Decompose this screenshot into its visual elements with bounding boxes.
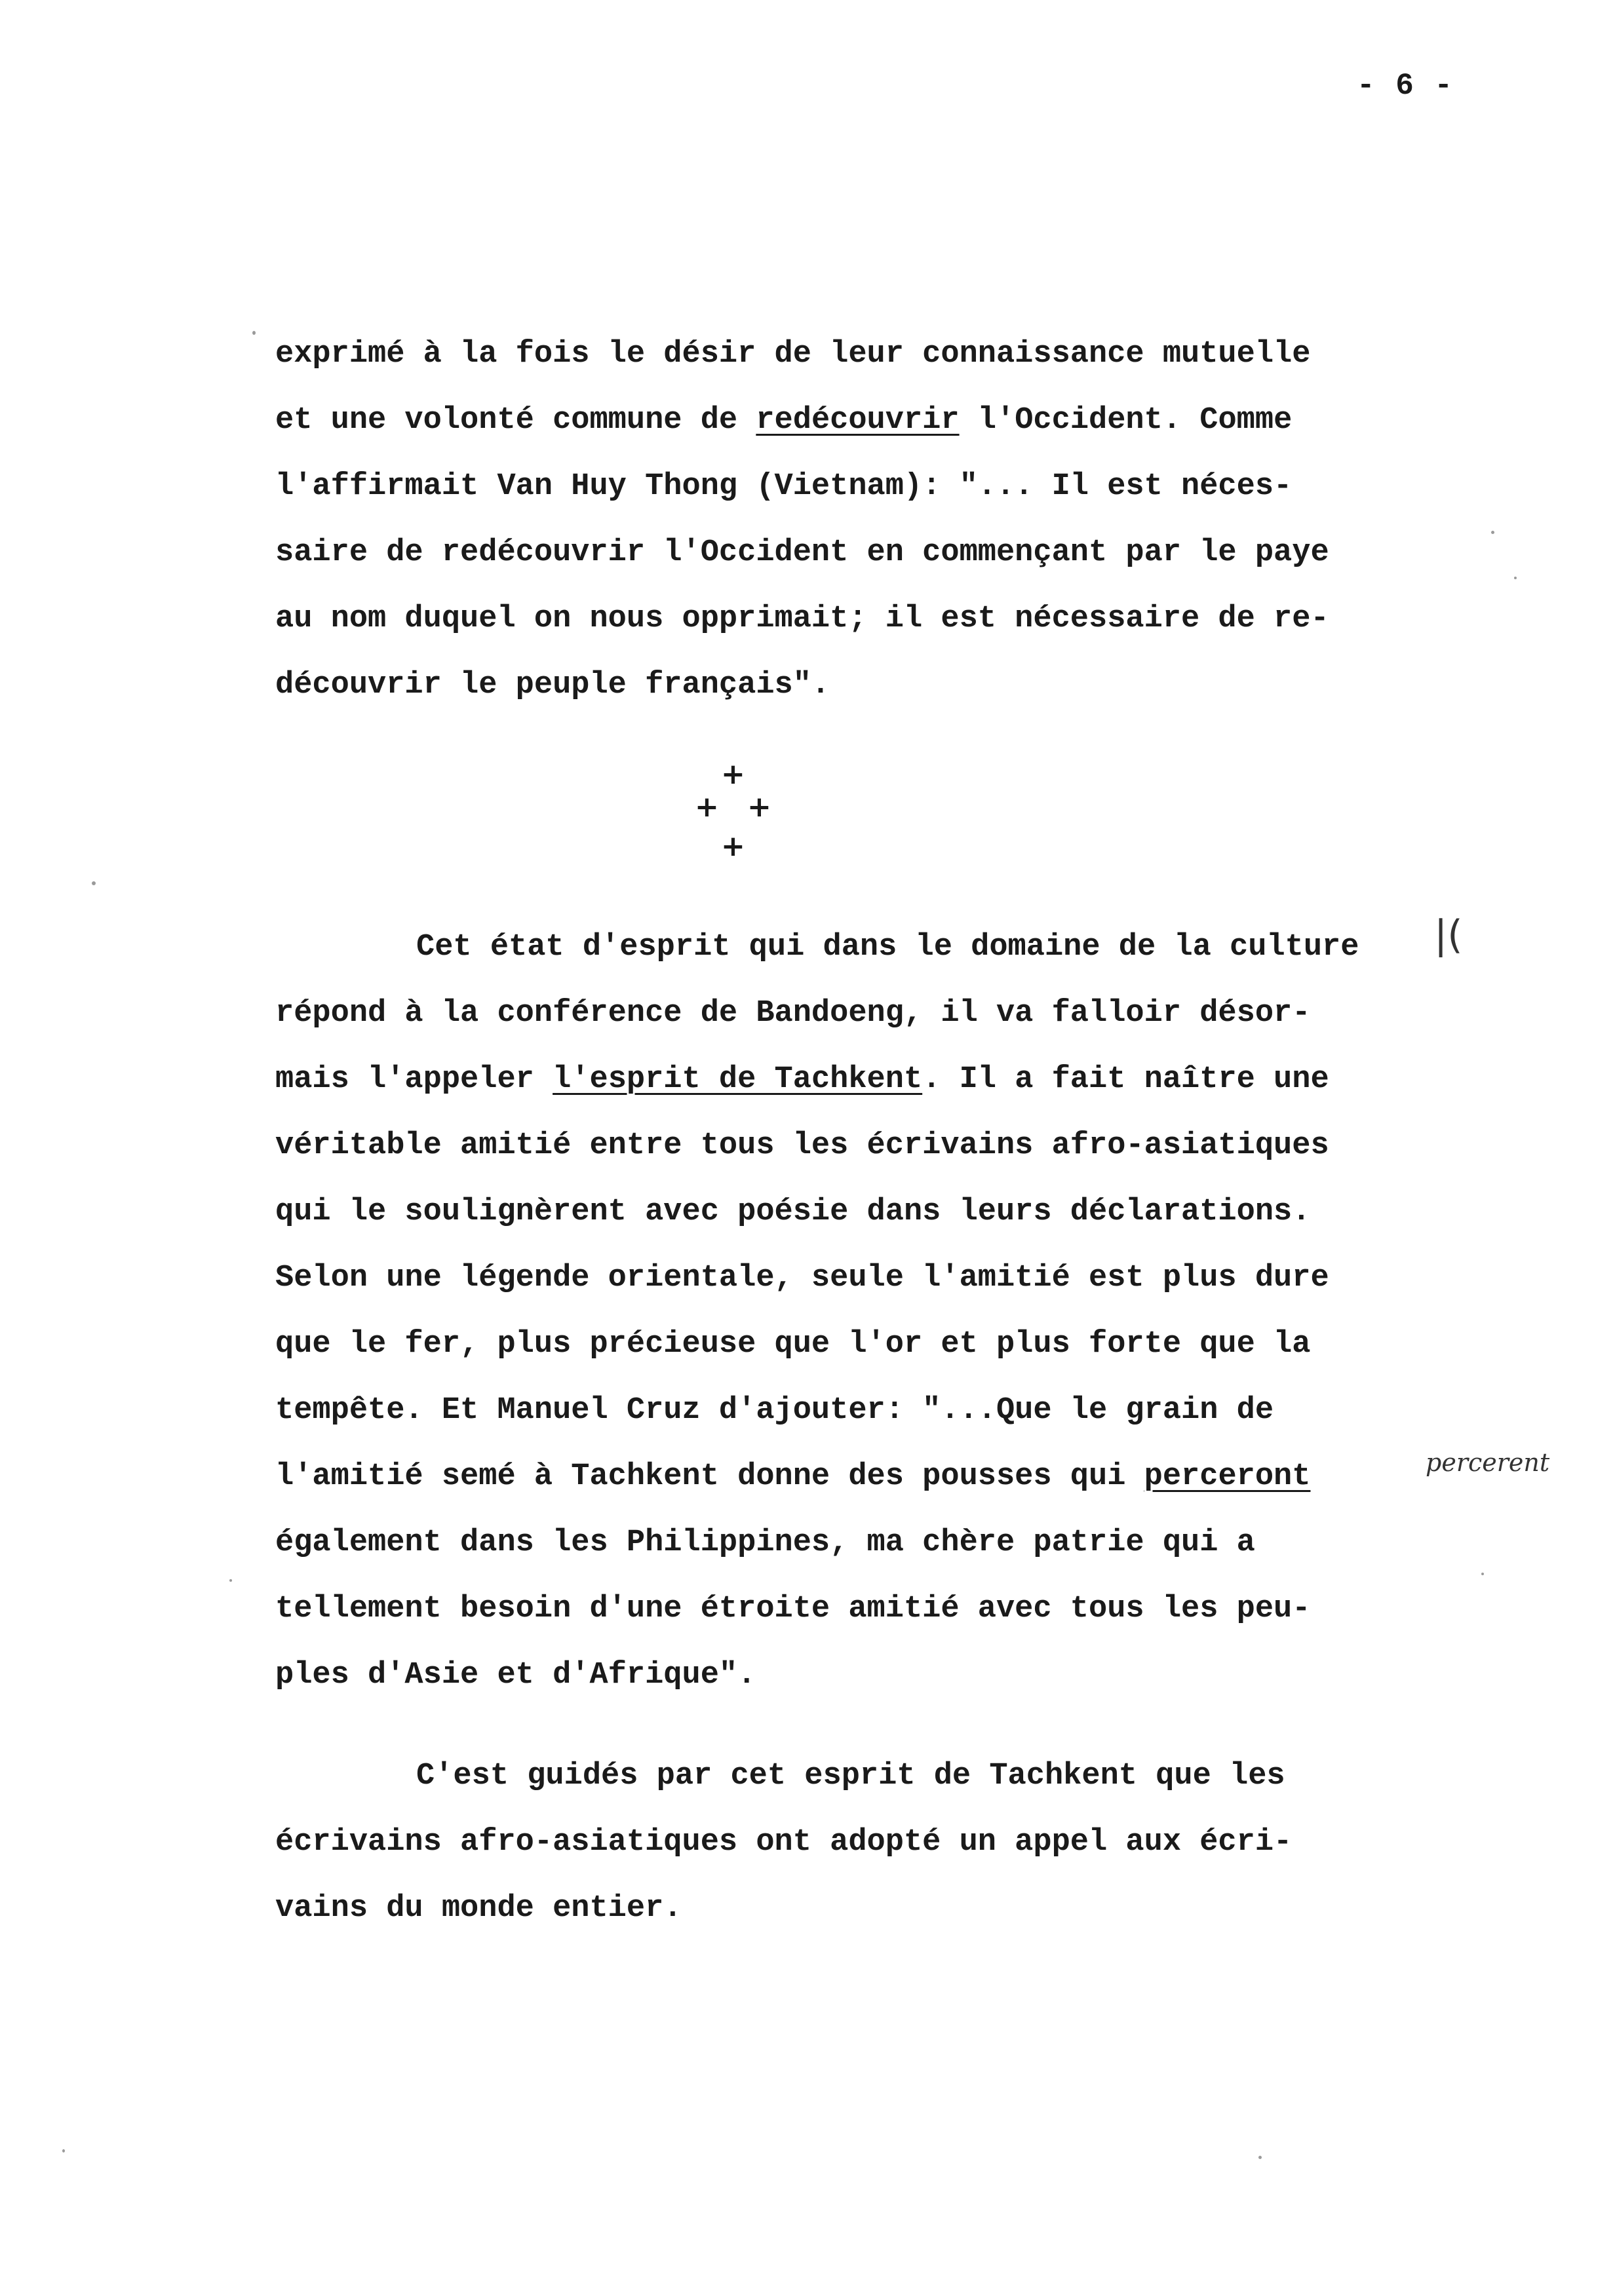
text-line: véritable amitié entre tous les écrivains afro-asiatiques xyxy=(275,1128,1329,1163)
text-segment: l'amitié semé à Tachkent donne des pousses qui xyxy=(275,1459,1144,1494)
text-line: l'affirmait Van Huy Thong (Vietnam): "... Il est néces- xyxy=(275,469,1293,504)
text-line: écrivains afro-asiatiques ont adopté un appel aux écri- xyxy=(275,1825,1293,1860)
text-line xyxy=(275,1046,1429,1113)
text-line xyxy=(275,387,1429,453)
plus-mark: + xyxy=(721,830,745,863)
paragraph-1 xyxy=(275,321,1429,718)
scan-speck xyxy=(1514,577,1517,579)
scan-speck xyxy=(1481,1573,1484,1575)
text-segment: . Il a fait naître une xyxy=(922,1062,1329,1097)
text-segment: mais l'appeler xyxy=(275,1062,553,1097)
page-number: - 6 - xyxy=(1357,69,1454,103)
scan-speck xyxy=(1258,2156,1262,2159)
paragraph-3 xyxy=(275,1743,1429,1942)
scan-speck xyxy=(62,2149,65,2152)
scan-speck xyxy=(229,1579,232,1582)
margin-bracket-mark: |( xyxy=(1434,912,1463,958)
text-line xyxy=(275,1444,1429,1510)
text-line: tempête. Et Manuel Cruz d'ajouter: "...Que le grain de xyxy=(275,1393,1274,1428)
underlined-term: l'esprit de Tachkent xyxy=(553,1062,923,1097)
text-line: au nom duquel on nous opprimait; il est nécessaire de re- xyxy=(275,602,1329,636)
text-line: également dans les Philippines, ma chère patrie qui a xyxy=(275,1525,1255,1560)
text-line: saire de redécouvrir l'Occident en commençant par le paye xyxy=(275,535,1329,570)
text-line: qui le soulignèrent avec poésie dans leurs déclarations. xyxy=(275,1195,1311,1229)
plus-mark: + xyxy=(721,757,745,791)
text-line: Cet état d'esprit qui dans le domaine de la culture xyxy=(416,930,1359,965)
text-line: exprimé à la fois le désir de leur connaissance mutuelle xyxy=(275,337,1311,372)
underlined-term: redécouvrir xyxy=(756,403,960,438)
text-segment: l'Occident. Comme xyxy=(959,403,1293,438)
text-line: C'est guidés par cet esprit de Tachkent que les xyxy=(416,1759,1285,1793)
scan-speck xyxy=(252,331,256,335)
text-line: vains du monde entier. xyxy=(275,1891,682,1926)
text-line: Selon une légende orientale, seule l'amitié est plus dure xyxy=(275,1261,1329,1295)
text-line: que le fer, plus précieuse que l'or et plus forte que la xyxy=(275,1327,1311,1362)
plus-mark: + xyxy=(695,790,719,824)
underlined-term: perceront xyxy=(1144,1459,1311,1494)
text-line: répond à la conférence de Bandoeng, il va falloir désor- xyxy=(275,996,1311,1031)
section-separator xyxy=(682,757,787,885)
text-line: ples d'Asie et d'Afrique". xyxy=(275,1658,756,1693)
handwritten-margin-note: percerent xyxy=(1426,1448,1550,1477)
scan-speck xyxy=(92,881,96,885)
text-segment: et une volonté commune de xyxy=(275,403,756,438)
text-line: tellement besoin d'une étroite amitié avec tous les peu- xyxy=(275,1592,1311,1626)
plus-mark: + xyxy=(747,790,771,824)
paragraph-2 xyxy=(275,914,1429,1708)
scan-speck xyxy=(1491,531,1494,534)
text-line: découvrir le peuple français". xyxy=(275,668,830,702)
